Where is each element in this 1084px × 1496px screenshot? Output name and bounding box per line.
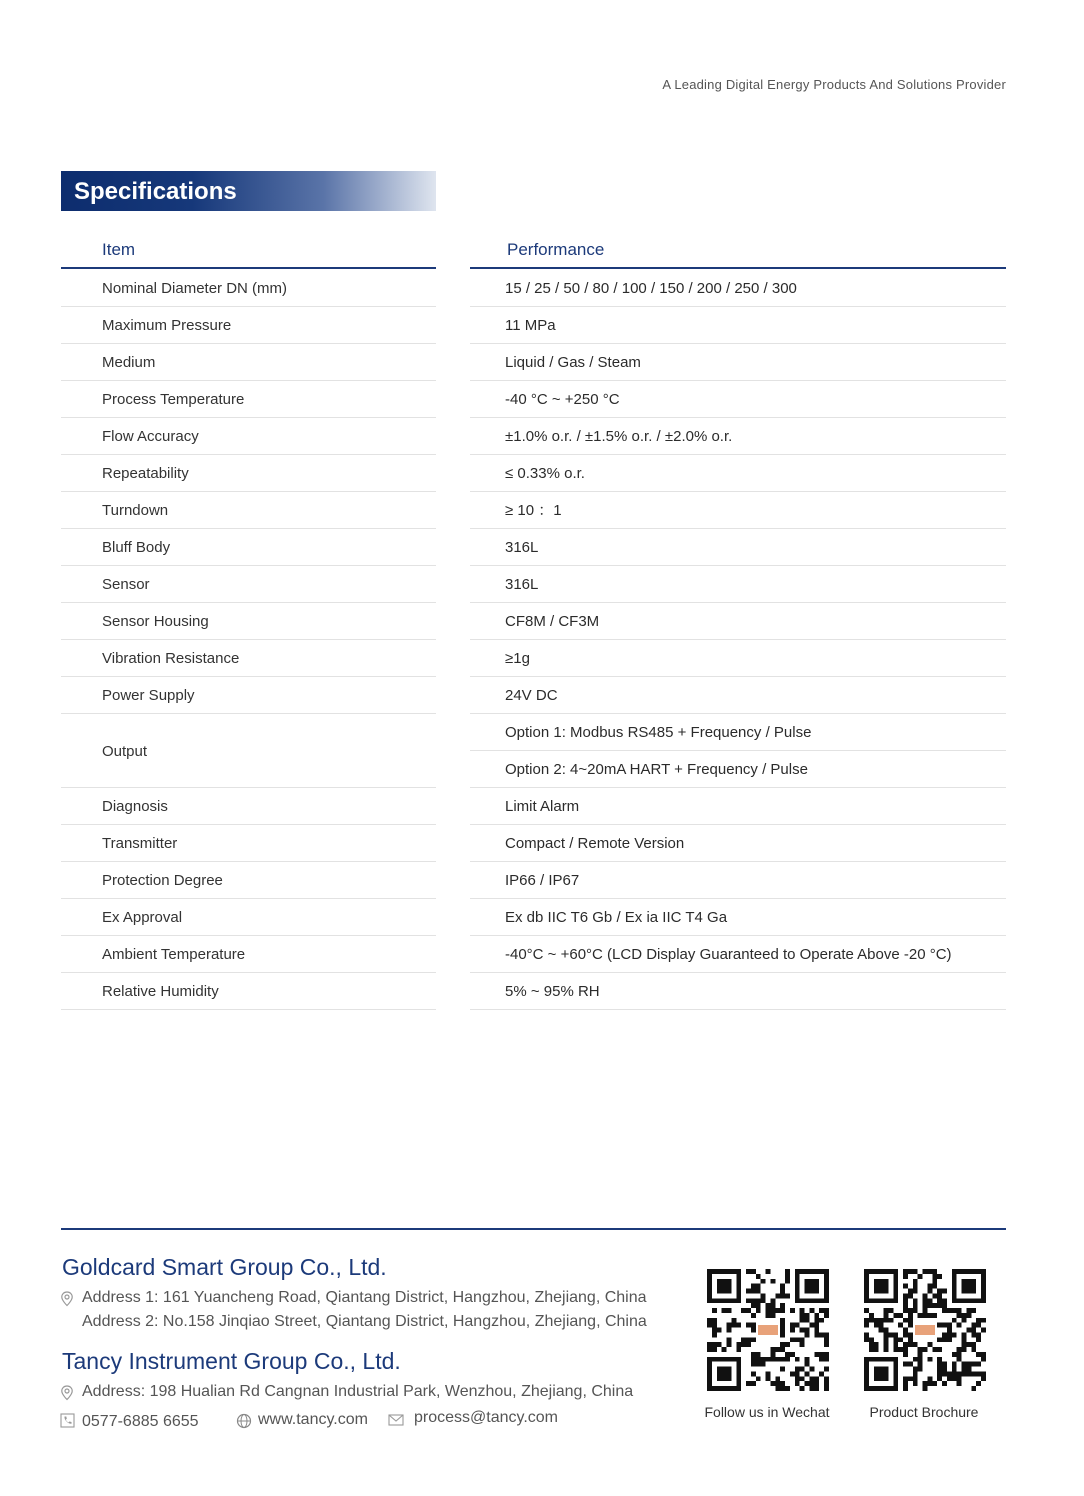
spec-item-label: Vibration Resistance bbox=[102, 650, 240, 667]
table-row bbox=[61, 344, 436, 381]
tagline: A Leading Digital Energy Products And Solutions Provider bbox=[662, 77, 1006, 92]
phone-icon bbox=[60, 1413, 75, 1428]
spec-value: ≥1g bbox=[505, 650, 530, 667]
spec-value: 316L bbox=[505, 576, 539, 593]
spec-value: 15 / 25 / 50 / 80 / 100 / 150 / 200 / 250 / 300 bbox=[505, 280, 797, 297]
spec-item-label: Sensor bbox=[102, 576, 150, 593]
section-banner bbox=[61, 171, 436, 211]
spec-value: Limit Alarm bbox=[505, 798, 580, 815]
spec-item-label: Medium bbox=[102, 354, 156, 371]
table-row bbox=[61, 714, 436, 788]
spec-item-label: Diagnosis bbox=[102, 798, 168, 815]
spec-value: Option 2: 4~20mA HART + Frequency / Pulse bbox=[505, 761, 808, 778]
row-separator bbox=[470, 1009, 1006, 1010]
spec-item-label: Turndown bbox=[102, 502, 169, 519]
section-title: Specifications bbox=[74, 178, 237, 205]
spec-item-label: Transmitter bbox=[102, 835, 178, 852]
goldcard-address-1: Address 1: 161 Yuancheng Road, Qiantang District, Hangzhou, Zhejiang, China bbox=[82, 1289, 647, 1306]
tancy-address: Address: 198 Hualian Rd Cangnan Industrial Park, Wenzhou, Zhejiang, China bbox=[82, 1383, 634, 1400]
spec-item-label: Nominal Diameter DN (mm) bbox=[102, 280, 288, 297]
spec-item-label: Ambient Temperature bbox=[102, 946, 246, 963]
footer-divider bbox=[61, 1228, 1006, 1230]
spec-item-label: Ex Approval bbox=[102, 909, 183, 926]
spec-item-label: Maximum Pressure bbox=[102, 317, 232, 334]
row-separator bbox=[470, 565, 1006, 566]
spec-item-label: Power Supply bbox=[102, 687, 195, 704]
spec-value: -40 °C ~ +250 °C bbox=[505, 391, 620, 408]
table-row bbox=[61, 862, 436, 899]
phone-number: 0577-6885 6655 bbox=[82, 1413, 199, 1430]
table-row bbox=[61, 418, 436, 455]
spec-value: 11 MPa bbox=[505, 317, 556, 334]
spec-value: Ex db IIC T6 Gb / Ex ia IIC T4 Ga bbox=[505, 909, 728, 926]
spec-item-label: Repeatability bbox=[102, 465, 189, 482]
table-row bbox=[61, 973, 436, 1010]
goldcard-address-2: Address 2: No.158 Jinqiao Street, Qiantang District, Hangzhou, Zhejiang, China bbox=[82, 1313, 647, 1330]
wechat-qr-label: Follow us in Wechat bbox=[704, 1404, 830, 1420]
company-name-tancy: Tancy Instrument Group Co., Ltd. bbox=[62, 1348, 401, 1374]
spec-value: CF8M / CF3M bbox=[505, 613, 600, 630]
spec-value: 316L bbox=[505, 539, 539, 556]
spec-item-label: Bluff Body bbox=[102, 539, 171, 556]
table-row bbox=[61, 455, 436, 492]
table-row bbox=[61, 566, 436, 603]
spec-value: Option 1: Modbus RS485 + Frequency / Pulse bbox=[505, 724, 812, 741]
spec-value: ≥ 10 ：1 bbox=[505, 502, 562, 519]
location-pin-icon bbox=[60, 1291, 74, 1307]
table-row bbox=[61, 936, 436, 973]
spec-value: IP66 / IP67 bbox=[505, 872, 580, 889]
table-row bbox=[61, 677, 436, 714]
row-separator bbox=[61, 1009, 436, 1010]
spec-value: Liquid / Gas / Steam bbox=[505, 354, 641, 371]
column-header-item: Item bbox=[102, 240, 136, 259]
row-separator bbox=[470, 528, 1006, 529]
mail-icon bbox=[388, 1414, 404, 1426]
table-row bbox=[61, 492, 436, 529]
email-link[interactable]: process@tancy.com bbox=[414, 1409, 558, 1426]
table-row bbox=[61, 788, 436, 825]
website-link[interactable]: www.tancy.com bbox=[258, 1411, 368, 1428]
table-row bbox=[61, 270, 436, 307]
spec-item-label: Protection Degree bbox=[102, 872, 223, 889]
column-header-performance: Performance bbox=[507, 240, 605, 259]
table-row bbox=[61, 307, 436, 344]
brochure-qr-label: Product Brochure bbox=[869, 1404, 979, 1420]
header-divider-right bbox=[470, 267, 1006, 269]
spec-item-label: Output bbox=[102, 742, 148, 760]
spec-value: Compact / Remote Version bbox=[505, 835, 685, 852]
table-row bbox=[61, 899, 436, 936]
header-divider-left bbox=[61, 267, 436, 269]
table-row bbox=[61, 529, 436, 566]
location-pin-icon bbox=[60, 1385, 74, 1401]
spec-item-label: Relative Humidity bbox=[102, 983, 219, 1000]
spec-value: 24V DC bbox=[505, 687, 558, 704]
table-row bbox=[61, 825, 436, 862]
spec-item-label: Sensor Housing bbox=[102, 613, 209, 630]
company-name-goldcard: Goldcard Smart Group Co., Ltd. bbox=[62, 1254, 387, 1280]
brochure-qr-code bbox=[864, 1269, 986, 1391]
wechat-qr-code bbox=[707, 1269, 829, 1391]
table-row bbox=[61, 603, 436, 640]
spec-value: 5% ~ 95% RH bbox=[505, 983, 600, 1000]
spec-item-label: Flow Accuracy bbox=[102, 428, 199, 445]
globe-icon bbox=[236, 1413, 252, 1429]
table-row bbox=[61, 640, 436, 677]
spec-value: ≤ 0.33% o.r. bbox=[505, 465, 585, 482]
table-row bbox=[61, 381, 436, 418]
row-separator bbox=[470, 639, 1006, 640]
spec-item-label: Process Temperature bbox=[102, 391, 245, 408]
spec-value: ±1.0% o.r. / ±1.5% o.r. / ±2.0% o.r. bbox=[505, 428, 733, 445]
spec-value: -40°C ~ +60°C (LCD Display Guaranteed to Operate Above -20 °C) bbox=[505, 946, 952, 963]
